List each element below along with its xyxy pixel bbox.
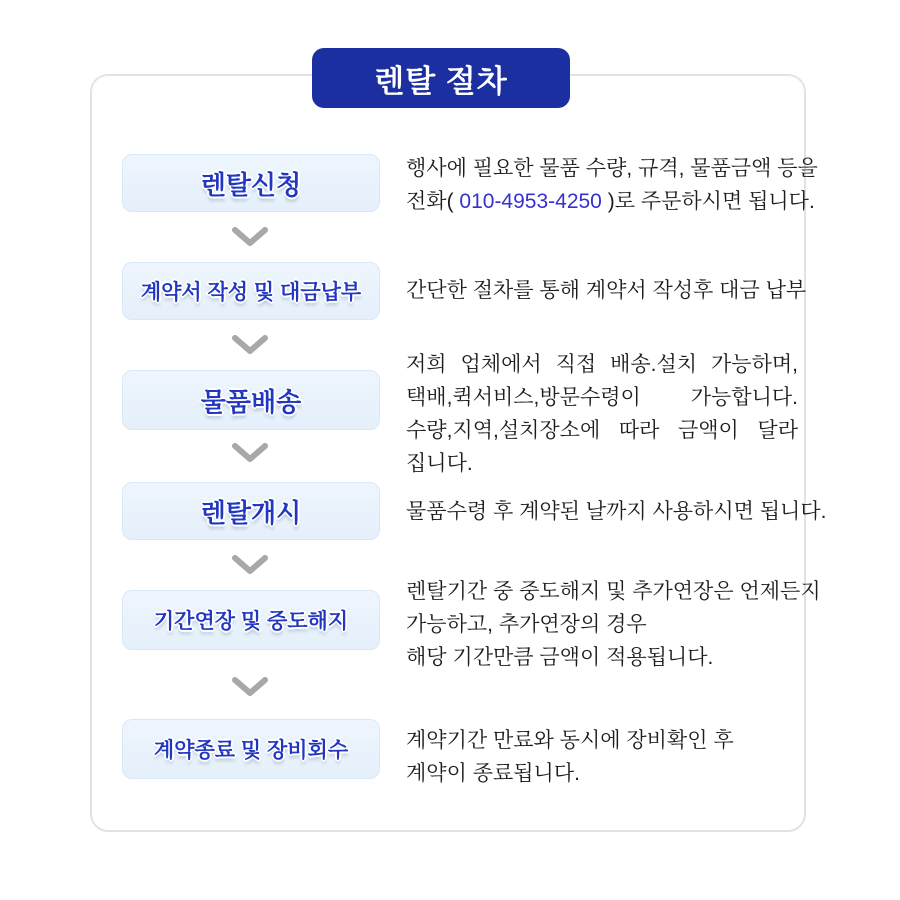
step-6-label: 계약종료 및 장비회수 xyxy=(153,739,349,762)
step-5-pill xyxy=(122,590,380,650)
chevron-down-icon xyxy=(230,226,270,248)
step-3-label: 물품배송 xyxy=(200,386,302,417)
step-5-desc-line: 해당 기간만큼 금액이 적용됩니다. xyxy=(406,646,714,669)
step-6-desc-line: 계약기간 만료와 동시에 장비확인 후 xyxy=(406,729,734,752)
step-6-description xyxy=(406,724,816,790)
step-3-desc-line: 택배,퀵서비스,방문수령이 가능합니다. xyxy=(406,386,798,409)
step-3-desc-line: 수량,지역,설치장소에 따라 금액이 달라 xyxy=(406,419,798,442)
step-4-pill xyxy=(122,482,380,540)
step-5-description xyxy=(406,575,821,674)
step-1-pill xyxy=(122,154,380,212)
step-5-label: 기간연장 및 중도해지 xyxy=(153,610,349,633)
step-3-pill xyxy=(122,370,380,430)
step-5-desc-line: 렌탈기간 중 중도해지 및 추가연장은 언제든지 xyxy=(406,580,821,603)
page-title: 렌탈 절차 xyxy=(374,63,508,99)
step-2-description xyxy=(406,274,816,307)
step-4-label: 렌탈개시 xyxy=(200,497,302,528)
step-2-desc-line: 간단한 절차를 통해 계약서 작성후 대금 납부 xyxy=(406,279,807,302)
step-3-desc-line: 저희 업체에서 직접 배송.설치 가능하며, xyxy=(406,353,798,376)
step-1-description xyxy=(406,152,816,218)
step-2-label: 계약서 작성 및 대금납부 xyxy=(140,281,362,304)
step-6-pill xyxy=(122,719,380,779)
step-1-label: 렌탈신청 xyxy=(200,169,302,200)
chevron-down-icon xyxy=(230,676,270,698)
phone-number: 010-4953-4250 xyxy=(459,190,602,213)
chevron-down-icon xyxy=(230,334,270,356)
step-3-desc-line: 집니다. xyxy=(406,452,473,475)
page-title-badge xyxy=(312,48,570,108)
step-4-desc-line: 물품수령 후 계약된 날까지 사용하시면 됩니다. xyxy=(406,500,827,523)
chevron-down-icon xyxy=(230,554,270,576)
chevron-down-icon xyxy=(230,442,270,464)
step-3-description xyxy=(406,348,816,480)
step-1-desc-phone-line: 전화( 010-4953-4250 )로 주문하시면 됩니다. xyxy=(406,190,815,213)
step-1-desc-line: 행사에 필요한 물품 수량, 규격, 물품금액 등을 xyxy=(406,157,818,180)
step-6-desc-line: 계약이 종료됩니다. xyxy=(406,762,580,785)
step-5-desc-line: 가능하고, 추가연장의 경우 xyxy=(406,613,647,636)
step-2-pill xyxy=(122,262,380,320)
rental-procedure-panel xyxy=(90,74,827,832)
step-4-description xyxy=(406,495,827,528)
